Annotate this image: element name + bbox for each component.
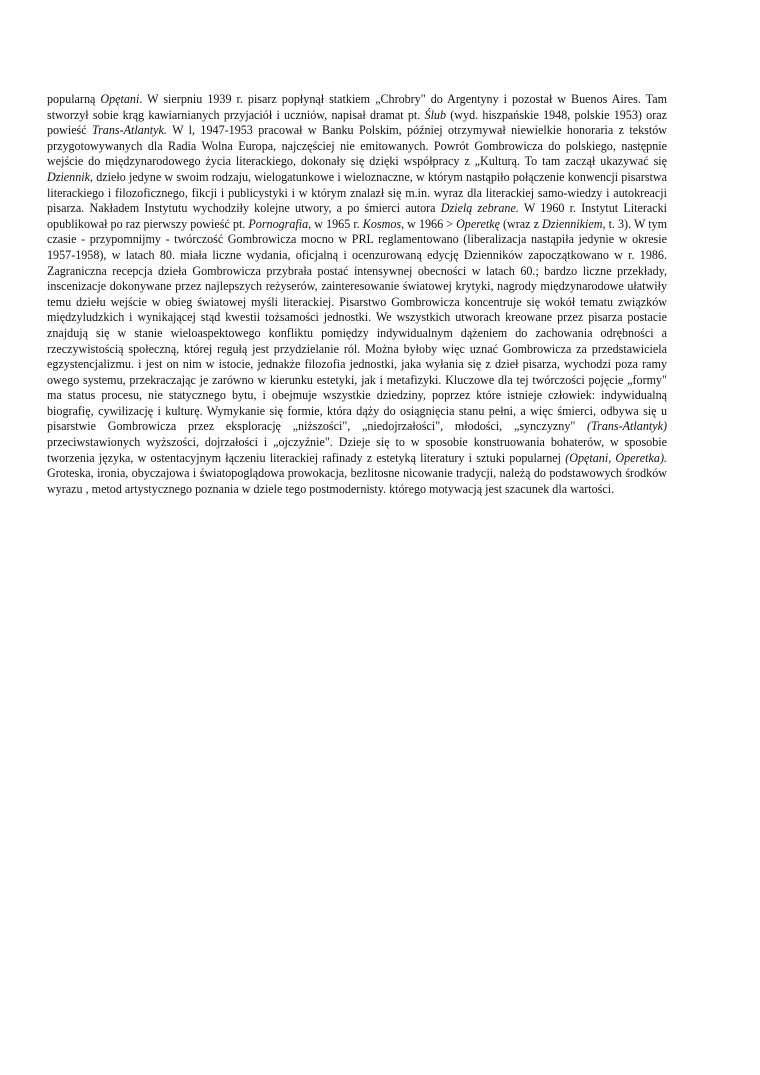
italic-text-segment: Ślub (424, 107, 447, 122)
italic-text-segment: Dzielą zebrane. (440, 201, 519, 216)
text-segment: popularną (47, 92, 101, 106)
text-segment: W 1960 r. Instytut Literacki opublikował po raz pierwszy powieść pt. (47, 201, 668, 231)
text-segment: Groteska, ironia, obyczajowa i światopoglądowa prowokacja, bezlitosne nicowanie tradycji, należą do podstawowych środków wyrazu , metod artystycznego poznania w dziele tego postmodernisty. którego motywacją jest szacunek dla wartości. (47, 466, 667, 496)
italic-text-segment: Dziennik (47, 169, 90, 184)
italic-text-segment: (Opętani, Operetka). (565, 450, 668, 465)
text-segment: (wraz z (499, 216, 543, 231)
italic-text-segment: Kosmos (362, 216, 402, 231)
italic-text-segment: Dziennikiem (542, 216, 603, 231)
italic-text-segment: Opętani (100, 92, 140, 106)
text-segment: W l, 1947-1953 pracował w Banku Polskim, później otrzymywał niewielkie honoraria z tekstów przygotowywanych dla Radia Wolna Europa, najczęściej nie emitowanych. Powrót Gombrowicza do polskiego, następnie wejście do międzynarodowego życia literackiego, dokonały się dzięki współpracy z „Kulturą. To tam zaczął ukazywać się (47, 123, 667, 169)
body-paragraph (47, 92, 667, 497)
text-segment: przeciwstawionych wyższości, dojrzałości i „ojczyźnie". Dzieje się to w sposobie konstruowania bohaterów, w sposobie tworzenia języka, w ostentacyjnym łączeniu literackiej rafinady z estetyką literatury i sztuki popularnej (47, 435, 667, 465)
text-segment: , w 1965 r. (308, 216, 363, 231)
italic-text-segment: (Trans-Atlantyk) (587, 419, 667, 434)
text-segment: , w 1966 > (401, 216, 457, 231)
text-segment: (wyd. hiszpańskie 1948, polskie 1953) oraz powieść (47, 107, 667, 138)
italic-text-segment: Operetkę (456, 216, 500, 231)
text-segment: , dzieło jedyne w swoim rodzaju, wielogatunkowe i wieloznaczne, w którym nastąpiło połączenie konwencji pisarstwa literackiego i filozoficznego, fikcji i publicystyki i w którym znalazł się m.in. wyraz dla literackiej samo-wiedzy i autokreacji pisarza. Nakładem Instytutu wychodziły kolejne utwory, a po śmierci autora (47, 169, 667, 216)
italic-text-segment: Trans-Atlantyk. (92, 123, 167, 138)
text-segment: . W sierpniu 1939 r. pisarz popłynął statkiem „Chrobry" do Argentyny i pozostał w Buenos Aires. Tam stworzył sobie krąg kawiarnianych przyjaciół i uczniów, napisał dramat pt. (47, 92, 667, 122)
text-segment: , t. 3). W tym czasie - przypomnijmy - twórczość Gombrowicza mocno w PRL reglamentowano (liberalizacja nastąpiła jedynie w okresie 1957-1958), w latach 80. miała liczne wydania, oficjalną i ocenzurowaną edycję Dzienników zapoczątkowano w r. 1986. Zagraniczna recepcja dzieła Gombrowicza przybrała postać intensywnej obecności w latach 60.; bardzo liczne przekłady, inscenizacje dokonywane przez najlepszych reżyserów, zainteresowanie światowej krytyki, nagrody międzynarodowe ułatwiły temu dziełu wejście w obieg światowej myśli literackiej. Pisarstwo Gombrowicza koncentruje się wokół tematu związków międzyludzkich i wynikającej stąd kwestii tożsamości jednostki. We wszystkich utworach kreowane przez pisarza postacie znajdują się w stanie wieloaspektowego konfliktu pomiędzy indywidualnym dążeniem do zachowania odrębności a rzeczywistością społeczną, której regułą jest przydzielanie ról. Można byłoby więc uznać Gombrowicza za przedstawiciela egzystencjalizmu. i jest on nim w istocie, jednakże filozofia jednostki, jaka wyłania się z dzieł pisarza, wychodzi poza ramy owego systemu, przekraczając je zarówno w kierunku estetyki, jak i metafizyki. Kluczowe dla tej twórczości pojęcie „formy" ma status procesu, nie statycznego bytu, i obejmuje wszystkie dziedziny, poprzez które istnieje człowiek: indywidualną biografię, cywilizację i kulturę. Wymykanie się formie, która dąży do osiągnięcia stanu pełni, a więc śmierci, odbywa się u pisarstwie Gombrowicza przez eksplorację „niższości", „niedojrzałości", młodości, „synczyzny" (47, 216, 668, 434)
italic-text-segment: Pornografia (248, 216, 309, 231)
